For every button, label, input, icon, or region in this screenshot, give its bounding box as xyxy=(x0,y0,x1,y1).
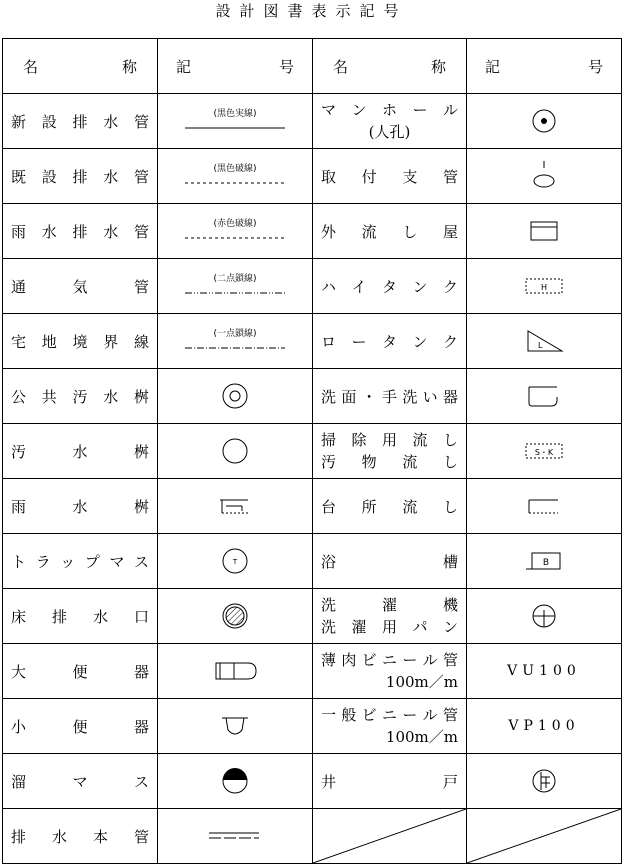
item-bathtub: 浴 槽 xyxy=(313,534,467,589)
symbol-kitchen-sink xyxy=(467,479,622,534)
table-row xyxy=(3,589,622,644)
symbol-rain-drain xyxy=(158,204,313,259)
storage-basin-icon xyxy=(220,766,250,796)
header-symbol-left: 記 号 xyxy=(158,39,313,94)
note-red-dashed: (赤色破線) xyxy=(213,219,257,229)
item-washing-machine: 洗 濯 機 洗 濯 用 パ ン xyxy=(313,589,467,644)
trap-label: T xyxy=(232,558,238,566)
header-name-left-a: 名 xyxy=(23,57,39,76)
item-cleaning-sink: 掃 除 用 流 し 汚 物 流 し xyxy=(313,424,467,479)
urinal-icon xyxy=(218,714,252,738)
item-branch: 取 付 支 管 xyxy=(313,149,467,204)
symbol-branch xyxy=(467,149,622,204)
item-urinal: 小 便 器 xyxy=(3,699,158,754)
item-kitchen-sink: 台 所 流 し xyxy=(313,479,467,534)
symbol-high-tank xyxy=(467,259,622,314)
trap-basin-icon xyxy=(220,546,250,576)
symbol-rain-basin xyxy=(158,479,313,534)
header-name-right: 名 称 xyxy=(313,39,467,94)
table-row xyxy=(3,314,622,369)
note-black-dashed: (黒色破線) xyxy=(213,164,257,174)
item-well: 井 戸 xyxy=(313,754,467,809)
outdoor-sink-icon xyxy=(529,219,559,243)
item-rain-drain: 雨 水 排 水 管 xyxy=(3,204,158,259)
note-black-solid: (黒色実線) xyxy=(213,109,257,119)
high-tank-label: H xyxy=(540,283,548,292)
single-dot-chain-icon xyxy=(183,339,287,353)
symbol-bathtub xyxy=(467,534,622,589)
table-row xyxy=(3,204,622,259)
header-name-left xyxy=(3,39,158,94)
header-row xyxy=(3,39,622,94)
item-thin-vinyl: 薄 肉 ビ ニ ー ル 管 100m／m xyxy=(313,644,467,699)
high-tank-icon xyxy=(524,276,564,296)
solid-line-icon xyxy=(183,119,287,133)
symbol-floor-drain xyxy=(158,589,313,644)
sink-sk-label: S・K xyxy=(534,448,554,457)
header-name-left-b: 称 xyxy=(121,57,137,76)
table-row xyxy=(3,479,622,534)
symbol-storage-basin xyxy=(158,754,313,809)
table-row xyxy=(3,534,622,589)
symbol-trap-basin xyxy=(158,534,313,589)
symbol-washbasin xyxy=(467,369,622,424)
symbol-low-tank xyxy=(467,314,622,369)
table-row xyxy=(3,754,622,809)
symbol-new-drain xyxy=(158,94,313,149)
table-row xyxy=(3,259,622,314)
note-double-dot-chain: (二点鎖線) xyxy=(213,274,257,284)
table-row xyxy=(3,424,622,479)
sewage-basin-icon xyxy=(220,436,250,466)
table-row xyxy=(3,369,622,424)
item-low-tank: ロ ー タ ン ク xyxy=(313,314,467,369)
rain-basin-icon xyxy=(218,496,252,516)
low-tank-icon xyxy=(524,328,564,354)
branch-icon xyxy=(529,161,559,191)
item-rain-basin: 雨 水 桝 xyxy=(3,479,158,534)
item-manhole: マ ン ホ ー ル (人孔) xyxy=(313,94,467,149)
table-row xyxy=(3,149,622,204)
diagonal-slash-icon xyxy=(313,809,466,863)
symbol-vent-pipe xyxy=(158,259,313,314)
symbol-main-drain xyxy=(158,809,313,864)
item-toilet: 大 便 器 xyxy=(3,644,158,699)
item-existing-drain: 既 設 排 水 管 xyxy=(3,149,158,204)
table-row xyxy=(3,699,622,754)
dashed-line-icon xyxy=(183,174,287,188)
floor-drain-icon xyxy=(220,601,250,631)
symbol-general-vinyl: VP100 xyxy=(467,699,622,754)
item-washbasin: 洗 面 ・ 手 洗 い 器 xyxy=(313,369,467,424)
washbasin-icon xyxy=(527,383,561,409)
item-new-drain: 新 設 排 水 管 xyxy=(3,94,158,149)
bathtub-icon xyxy=(524,550,564,572)
main-drain-icon xyxy=(205,828,265,844)
item-floor-drain: 床 排 水 口 xyxy=(3,589,158,644)
diagonal-slash-icon xyxy=(467,809,621,863)
item-vent-pipe: 通 気 管 xyxy=(3,259,158,314)
symbol-manhole xyxy=(467,94,622,149)
symbol-public-sewage-basin xyxy=(158,369,313,424)
public-sewage-basin-icon xyxy=(220,381,250,411)
general-vinyl-spec: 100m／m xyxy=(385,728,458,746)
item-boundary-line: 宅 地 境 界 線 xyxy=(3,314,158,369)
symbol-cleaning-sink xyxy=(467,424,622,479)
red-dashed-line-icon xyxy=(183,229,287,243)
symbol-toilet xyxy=(158,644,313,699)
symbol-thin-vinyl: VU100 xyxy=(467,644,622,699)
symbol-urinal xyxy=(158,699,313,754)
thin-vinyl-spec: 100m／m xyxy=(385,673,458,691)
item-outdoor-sink: 外 流 し 屋 xyxy=(313,204,467,259)
item-general-vinyl: 一 般 ビ ニ ー ル 管 100m／m xyxy=(313,699,467,754)
item-storage-basin: 溜 マ ス xyxy=(3,754,158,809)
page-title: 設計図書表示記号 xyxy=(215,2,408,20)
toilet-icon xyxy=(210,660,260,682)
note-single-dot-chain: (一点鎖線) xyxy=(213,329,257,339)
header-symbol-right: 記 号 xyxy=(467,39,622,94)
item-public-sewage-basin: 公 共 汚 水 桝 xyxy=(3,369,158,424)
item-trap-basin: ト ラ ッ プ マ ス xyxy=(3,534,158,589)
manhole-icon xyxy=(529,106,559,136)
empty-cell-symbol xyxy=(467,809,622,864)
symbol-existing-drain xyxy=(158,149,313,204)
empty-cell-name xyxy=(313,809,467,864)
symbol-outdoor-sink xyxy=(467,204,622,259)
washing-machine-icon xyxy=(529,601,559,631)
well-icon xyxy=(529,766,559,796)
low-tank-label: L xyxy=(538,341,543,350)
symbol-well xyxy=(467,754,622,809)
sink-sk-icon xyxy=(524,441,564,461)
table-row xyxy=(3,94,622,149)
bathtub-label: B xyxy=(542,558,550,568)
table-row xyxy=(3,644,622,699)
item-high-tank: ハ イ タ ン ク xyxy=(313,259,467,314)
table-row xyxy=(3,809,622,864)
symbol-washing-machine xyxy=(467,589,622,644)
symbol-boundary-line xyxy=(158,314,313,369)
symbol-table xyxy=(2,38,622,864)
symbol-sewage-basin xyxy=(158,424,313,479)
double-dot-chain-icon xyxy=(183,284,287,298)
item-sewage-basin: 汚 水 桝 xyxy=(3,424,158,479)
item-main-drain: 排 水 本 管 xyxy=(3,809,158,864)
kitchen-sink-icon xyxy=(526,496,562,516)
